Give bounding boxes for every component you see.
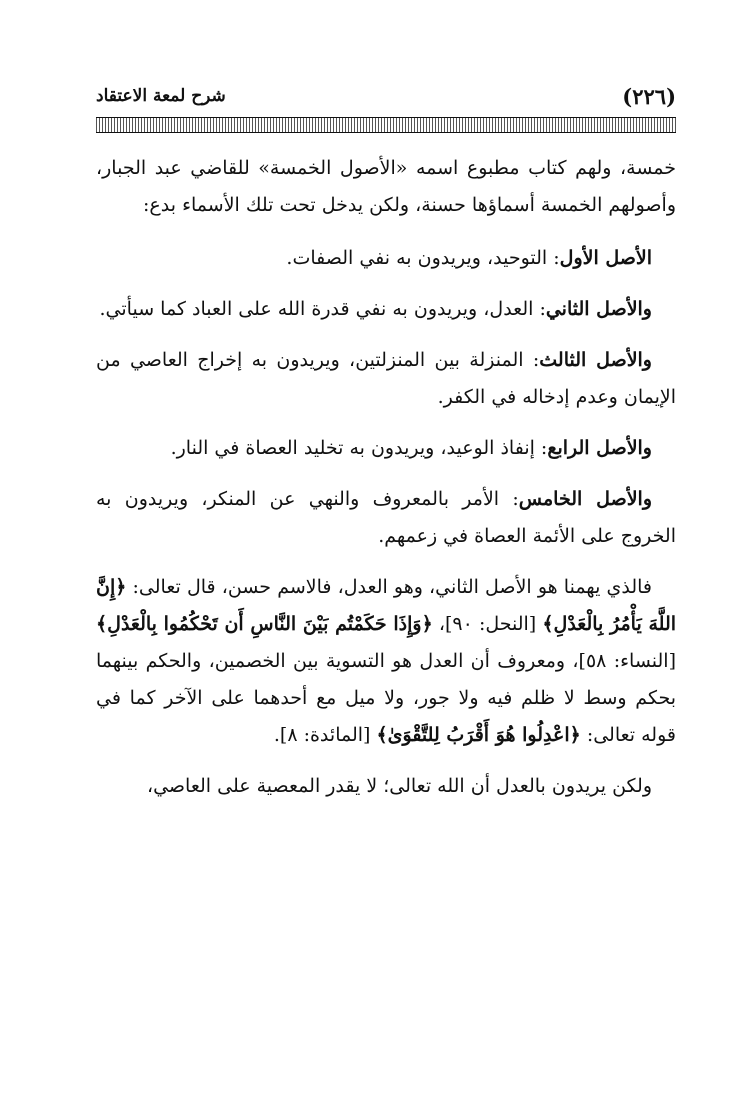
principle-text: : إنفاذ الوعيد، ويريدون به تخليد العصاة في النار. — [170, 437, 548, 459]
principle-5 — [96, 481, 676, 555]
principle-label: والأصل الخامس — [518, 488, 652, 510]
verse-reference: [النحل: ٩٠]، — [438, 613, 537, 635]
principle-label: والأصل الرابع — [547, 437, 652, 459]
discussion-paragraph — [96, 569, 676, 754]
verse-reference: [المائدة: ٨]. — [273, 724, 371, 746]
principle-text: : التوحيد، ويريدون به نفي الصفات. — [286, 247, 560, 269]
intro-paragraph: خمسة، ولهم كتاب مطبوع اسمه «الأصول الخمسة» للقاضي عبد الجبار، وأصولهم الخمسة أسماؤها حسنة، ولكن يدخل تحت تلك الأسماء بدع: — [96, 157, 676, 216]
principle-4 — [96, 430, 676, 467]
principle-label: الأصل الأول — [559, 247, 652, 269]
principle-3 — [96, 342, 676, 416]
principle-2 — [96, 291, 676, 328]
discussion-text: فالذي يهمنا هو الأصل الثاني، وهو العدل، فالاسم حسن، قال تعالى: — [132, 576, 653, 598]
principle-text: : الأمر بالمعروف والنهي عن المنكر، ويريدون به الخروج على الأئمة العصاة في زعمهم. — [96, 488, 676, 547]
header-rule — [96, 117, 676, 133]
page-number: (٢٢٦) — [622, 84, 676, 109]
principle-1 — [96, 240, 676, 277]
principle-label: والأصل الثالث — [539, 349, 652, 371]
discussion-text: [النساء: ٥٨]، ومعروف أن العدل هو التسوية بين الخصمين، والحكم بينهما بحكم وسط لا ظلم فيه ولا جور، ولا ميل مع أحدهما على الآخر كما في قوله تعالى: — [96, 650, 676, 746]
closing-paragraph: ولكن يريدون بالعدل أن الله تعالى؛ لا يقدر المعصية على العاصي، — [146, 775, 652, 797]
quran-verse: ﴿إِنَّ اللَّهَ يَأْمُرُ بِالْعَدْلِ﴾ — [96, 576, 677, 635]
page-header — [96, 84, 676, 114]
principle-text: : المنزلة بين المنزلتين، ويريدون به إخراج العاصي من الإيمان وعدم إدخاله في الكفر. — [96, 349, 676, 408]
principle-label: والأصل الثاني — [545, 298, 652, 320]
quran-verse: ﴿وَإِذَا حَكَمْتُم بَيْنَ النَّاسِ أَن تَحْكُمُوا بِالْعَدْلِ﴾ — [96, 613, 433, 635]
principle-text: : العدل، ويريدون به نفي قدرة الله على العباد كما سيأتي. — [99, 298, 546, 320]
running-title: شرح لمعة الاعتقاد — [96, 86, 226, 106]
page-body — [96, 150, 676, 819]
quran-verse: ﴿اعْدِلُوا هُوَ أَقْرَبُ لِلتَّقْوَىٰ﴾ — [376, 724, 581, 746]
